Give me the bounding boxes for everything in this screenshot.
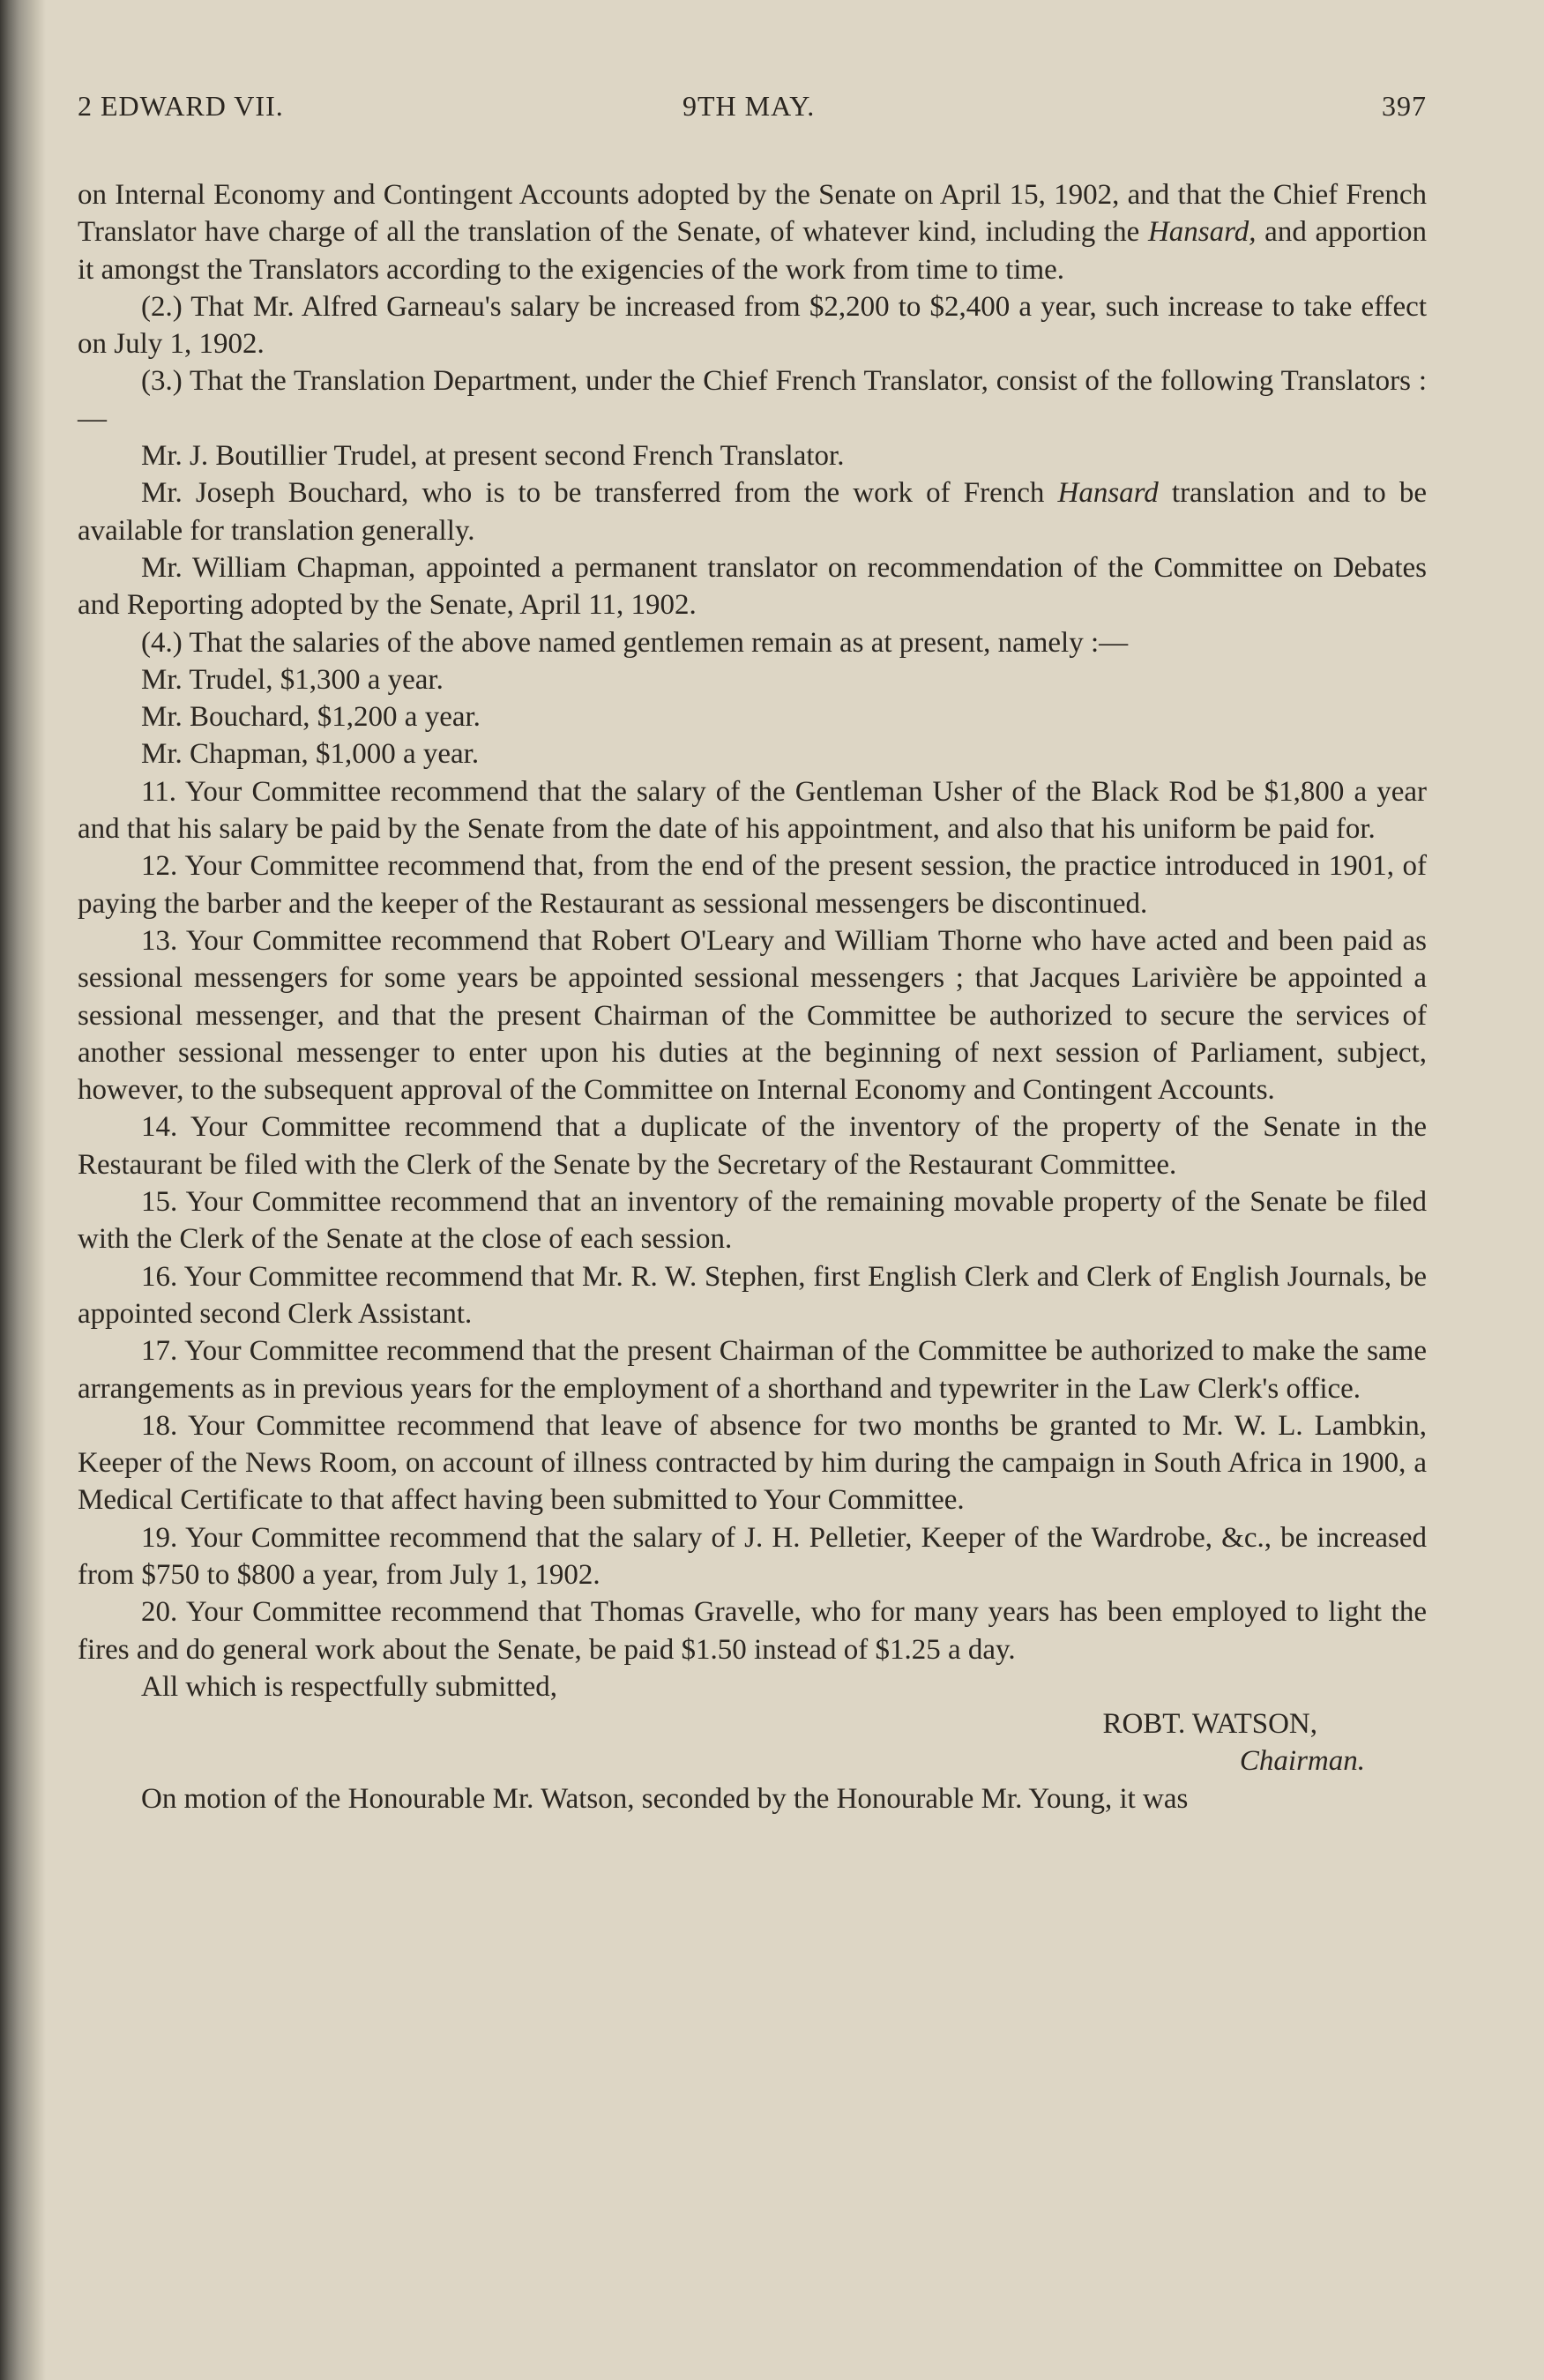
signature-name: ROBT. WATSON, <box>1102 1708 1317 1741</box>
document-page <box>78 85 1427 1817</box>
paragraph-20: 20. Your Committee recommend that Thomas Gravelle, who for many years has been employed to light the fires and do general work about the Senate, be paid $1.50 instead of $1.25 a day. <box>78 1596 1427 1666</box>
paragraph-item-3: (3.) That the Translation Department, under the Chief French Translator, consist of the following Translators :— <box>78 365 1427 435</box>
paragraph-18: 18. Your Committee recommend that leave of absence for two months be granted to Mr. W. L. Lambkin, Keeper of the News Room, on account of illness contracted by him during the campaign in South Africa in 1900, a Medical Certificate to that affect having been submitted to Your Committee. <box>78 1409 1427 1517</box>
translator-chapman: Mr. William Chapman, appointed a permanent translator on recommendation of the Committee on Debates and Reporting adopted by the Senate, April 11, 1902. <box>78 551 1427 622</box>
translator-trudel: Mr. J. Boutillier Trudel, at present second French Translator. <box>141 440 845 473</box>
closing-line: All which is respectfully submitted, <box>141 1670 558 1703</box>
salary-chapman: Mr. Chapman, $1,000 a year. <box>141 738 480 771</box>
motion-paragraph: On motion of the Honourable Mr. Watson, seconded by the Honourable Mr. Young, it was <box>141 1782 1189 1815</box>
paragraph-16: 16. Your Committee recommend that Mr. R. W. Stephen, first English Clerk and Clerk of English Journals, be appointed second Clerk Assistant. <box>78 1260 1427 1330</box>
paragraph-item-4: (4.) That the salaries of the above named gentlemen remain as at present, namely :— <box>141 626 1129 659</box>
signature-title: Chairman. <box>1239 1745 1365 1778</box>
paragraph-item-2: (2.) That Mr. Alfred Garneau's salary be increased from $2,200 to $2,400 a year, such increase to take effect on July 1, 1902. <box>78 290 1427 361</box>
paragraph-11: 11. Your Committee recommend that the salary of the Gentleman Usher of the Black Rod be $1,800 a year and that his salary be paid by the Senate from the date of his appointment, and also that his uniform be paid for. <box>78 775 1427 846</box>
salary-trudel: Mr. Trudel, $1,300 a year. <box>141 663 444 696</box>
header-date: 9TH MAY. <box>682 90 816 122</box>
paragraph-13: 13. Your Committee recommend that Robert O'Leary and William Thorne who have acted and been paid as sessional messengers for some years be appointed sessional messengers ; that Jacques Larivière be appointed a sessional messenger, and that the present Chairman of the Committee be authorized to secure the services of another sessional messenger to enter upon his duties at the beginning of next session of Parliament, subject, however, to the subsequent approval of the Committee on Internal Economy and Contingent Accounts. <box>78 924 1427 1107</box>
paragraph-15: 15. Your Committee recommend that an inventory of the remaining movable property of the Senate be filed with the Clerk of the Senate at the close of each session. <box>78 1186 1427 1256</box>
page-number: 397 <box>1382 90 1427 122</box>
salary-bouchard: Mr. Bouchard, $1,200 a year. <box>141 701 481 734</box>
paragraph-19: 19. Your Committee recommend that the salary of J. H. Pelletier, Keeper of the Wardrobe, &c., be increased from $750 to $800 a year, from July 1, 1902. <box>78 1521 1427 1591</box>
translator-bouchard: Mr. Joseph Bouchard, who is to be transferred from the work of French Hansard translation and to be available for translation generally. <box>78 477 1427 547</box>
document-body <box>78 176 1427 1817</box>
paragraph-14: 14. Your Committee recommend that a duplicate of the inventory of the property of the Senate in the Restaurant be filed with the Clerk of the Senate by the Secretary of the Restaurant Committee. <box>78 1111 1427 1181</box>
paragraph-12: 12. Your Committee recommend that, from the end of the present session, the practice introduced in 1901, of paying the barber and the keeper of the Restaurant as sessional messengers be discontinued. <box>78 850 1427 920</box>
paragraph-17: 17. Your Committee recommend that the present Chairman of the Committee be authorized to make the same arrangements as in previous years for the employment of a shorthand and typewriter in the Law Clerk's office. <box>78 1335 1427 1405</box>
page-header <box>78 85 1427 138</box>
book-binding-shadow <box>0 0 46 2380</box>
header-regnal-year: 2 EDWARD VII. <box>78 90 284 122</box>
paragraph-continuation: on Internal Economy and Contingent Accounts adopted by the Senate on April 15, 1902, and that the Chief French Translator have charge of all the translation of the Senate, of whatever kind, including the Hansard, and apportion it amongst the Translators according to the exigencies of the work from time to time. <box>78 179 1427 286</box>
